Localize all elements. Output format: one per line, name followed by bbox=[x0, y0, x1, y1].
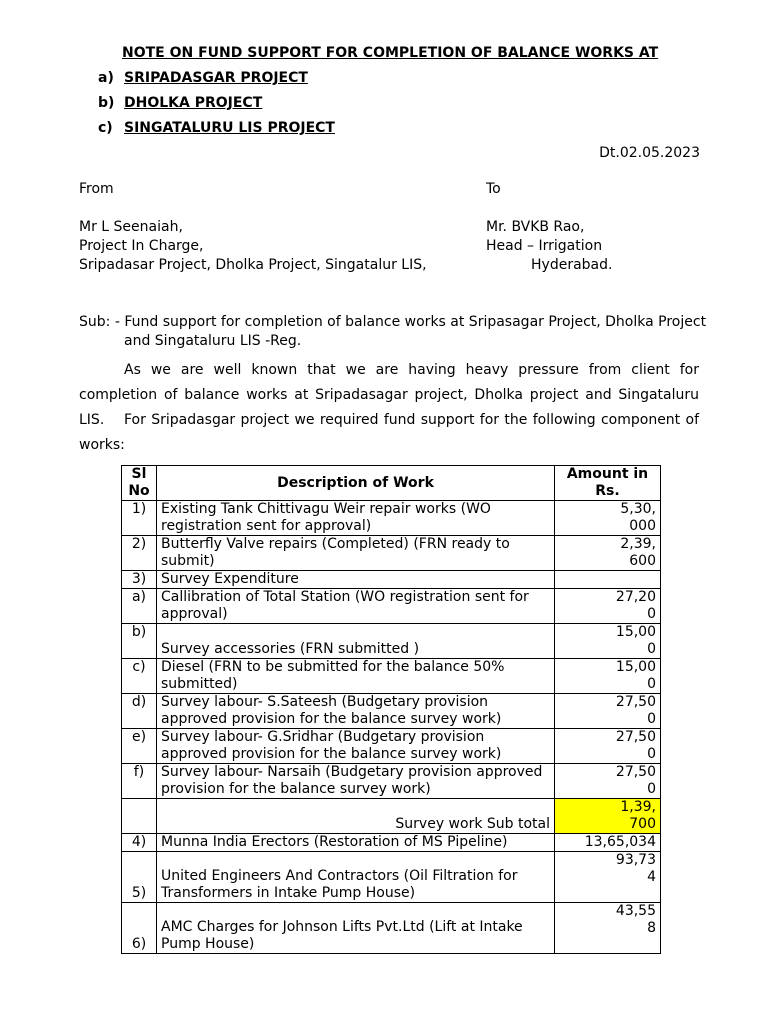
subject-text-1: Fund support for completion of balance works at Sripasagar Project, Dholka Project bbox=[124, 314, 707, 330]
row-description: AMC Charges for Johnson Lifts Pvt.Ltd (Lift at Intake Pump House) bbox=[157, 903, 555, 954]
amount-value: 93,734 bbox=[615, 852, 656, 885]
row-description: Butterfly Valve repairs (Completed) (FRN ready to submit) bbox=[157, 536, 555, 571]
amount-value: 15,000 bbox=[615, 624, 656, 657]
project-item-b bbox=[98, 95, 262, 112]
table-row bbox=[122, 694, 661, 729]
row-description: Survey labour- Narsaih (Budgetary provision approved provision for the balance survey work) bbox=[157, 764, 555, 799]
to-city: Hyderabad. bbox=[531, 257, 613, 273]
row-sl: a) bbox=[122, 589, 157, 624]
body-paragraph-1: As we are well known that we are having heavy pressure from client for completion of balance works at Sripadasagar project, Dholka project and Singataluru LIS. bbox=[79, 362, 699, 428]
project-marker: c) bbox=[98, 120, 113, 136]
document-date: Dt.02.05.2023 bbox=[599, 145, 700, 161]
row-description: Callibration of Total Station (WO registration sent for approval) bbox=[157, 589, 555, 624]
table-row bbox=[122, 852, 661, 903]
project-marker: a) bbox=[98, 70, 114, 86]
table-row bbox=[122, 659, 661, 694]
row-sl: c) bbox=[122, 659, 157, 694]
amount-value: 27,500 bbox=[615, 764, 656, 797]
amount-value: 15,000 bbox=[615, 659, 656, 692]
subject-line bbox=[79, 314, 706, 331]
project-item-c bbox=[98, 120, 335, 137]
row-sl: 6) bbox=[122, 903, 157, 954]
table-row bbox=[122, 624, 661, 659]
amount-value: 5,30,000 bbox=[620, 501, 656, 534]
header-amount: Amount in Rs. bbox=[555, 466, 661, 501]
row-amount bbox=[555, 624, 661, 659]
project-marker: b) bbox=[98, 95, 115, 111]
table-header-row bbox=[122, 466, 661, 501]
row-description: United Engineers And Contractors (Oil Filtration for Transformers in Intake Pump House) bbox=[157, 852, 555, 903]
row-sl: d) bbox=[122, 694, 157, 729]
project-name: DHOLKA PROJECT bbox=[124, 95, 263, 111]
row-description: Survey labour- G.Sridhar (Budgetary provision approved provision for the balance survey work) bbox=[157, 729, 555, 764]
row-description: Existing Tank Chittivagu Weir repair works (WO registration sent for approval) bbox=[157, 501, 555, 536]
table-row bbox=[122, 501, 661, 536]
row-amount bbox=[555, 764, 661, 799]
row-amount bbox=[555, 571, 661, 589]
amount-value: 27,500 bbox=[615, 694, 656, 727]
row-description: Munna India Erectors (Restoration of MS Pipeline) bbox=[157, 834, 555, 852]
row-amount bbox=[555, 659, 661, 694]
row-sl: b) bbox=[122, 624, 157, 659]
row-sl: 1) bbox=[122, 501, 157, 536]
row-amount bbox=[555, 834, 661, 852]
amount-value: 27,200 bbox=[615, 589, 656, 622]
project-item-a bbox=[98, 70, 308, 87]
row-sl: 4) bbox=[122, 834, 157, 852]
body-paragraph-2: For Sripadasgar project we required fund support for the following component of works: bbox=[79, 412, 699, 453]
row-amount bbox=[555, 852, 661, 903]
row-amount bbox=[555, 729, 661, 764]
table-row bbox=[122, 903, 661, 954]
from-designation: Project In Charge, bbox=[79, 238, 204, 254]
row-sl: e) bbox=[122, 729, 157, 764]
amount-value: 2,39,600 bbox=[620, 536, 656, 569]
row-sl: 3) bbox=[122, 571, 157, 589]
table-row bbox=[122, 589, 661, 624]
row-description: Survey Expenditure bbox=[157, 571, 555, 589]
row-sl: 5) bbox=[122, 852, 157, 903]
row-amount bbox=[555, 903, 661, 954]
subtotal-label: Survey work Sub total bbox=[157, 799, 555, 834]
row-sl bbox=[122, 799, 157, 834]
works-table bbox=[121, 465, 661, 954]
table-row bbox=[122, 729, 661, 764]
table-row bbox=[122, 834, 661, 852]
row-description: Survey labour- S.Sateesh (Budgetary provision approved provision for the balance survey work) bbox=[157, 694, 555, 729]
header-sl: Sl No bbox=[122, 466, 157, 501]
table-row bbox=[122, 571, 661, 589]
to-designation: Head – Irrigation bbox=[486, 238, 603, 254]
subtotal-amount bbox=[555, 799, 661, 834]
table-row bbox=[122, 764, 661, 799]
amount-value: 1,39,700 bbox=[620, 799, 656, 832]
amount-value: 43,558 bbox=[615, 903, 656, 936]
from-name: Mr L Seenaiah, bbox=[79, 219, 183, 235]
row-description: Diesel (FRN to be submitted for the balance 50% submitted) bbox=[157, 659, 555, 694]
row-sl: f) bbox=[122, 764, 157, 799]
project-name: SINGATALURU LIS PROJECT bbox=[124, 120, 335, 136]
row-amount bbox=[555, 501, 661, 536]
table-row-subtotal bbox=[122, 799, 661, 834]
header-description: Description of Work bbox=[157, 466, 555, 501]
row-amount bbox=[555, 589, 661, 624]
row-amount bbox=[555, 536, 661, 571]
row-amount bbox=[555, 694, 661, 729]
table-row bbox=[122, 536, 661, 571]
amount-value: 13,65,034 bbox=[584, 834, 656, 850]
subject-prefix: Sub: - bbox=[79, 314, 120, 330]
row-sl: 2) bbox=[122, 536, 157, 571]
to-name: Mr. BVKB Rao, bbox=[486, 219, 585, 235]
from-label: From bbox=[79, 181, 114, 197]
row-description: Survey accessories (FRN submitted ) bbox=[157, 624, 555, 659]
subject-text-2: and Singataluru LIS -Reg. bbox=[124, 333, 302, 349]
amount-value: 27,500 bbox=[615, 729, 656, 762]
project-name: SRIPADASGAR PROJECT bbox=[124, 70, 308, 86]
document-title: NOTE ON FUND SUPPORT FOR COMPLETION OF BALANCE WORKS AT bbox=[122, 45, 659, 61]
from-organization: Sripadasar Project, Dholka Project, Singatalur LIS, bbox=[79, 257, 427, 273]
to-label: To bbox=[486, 181, 501, 197]
